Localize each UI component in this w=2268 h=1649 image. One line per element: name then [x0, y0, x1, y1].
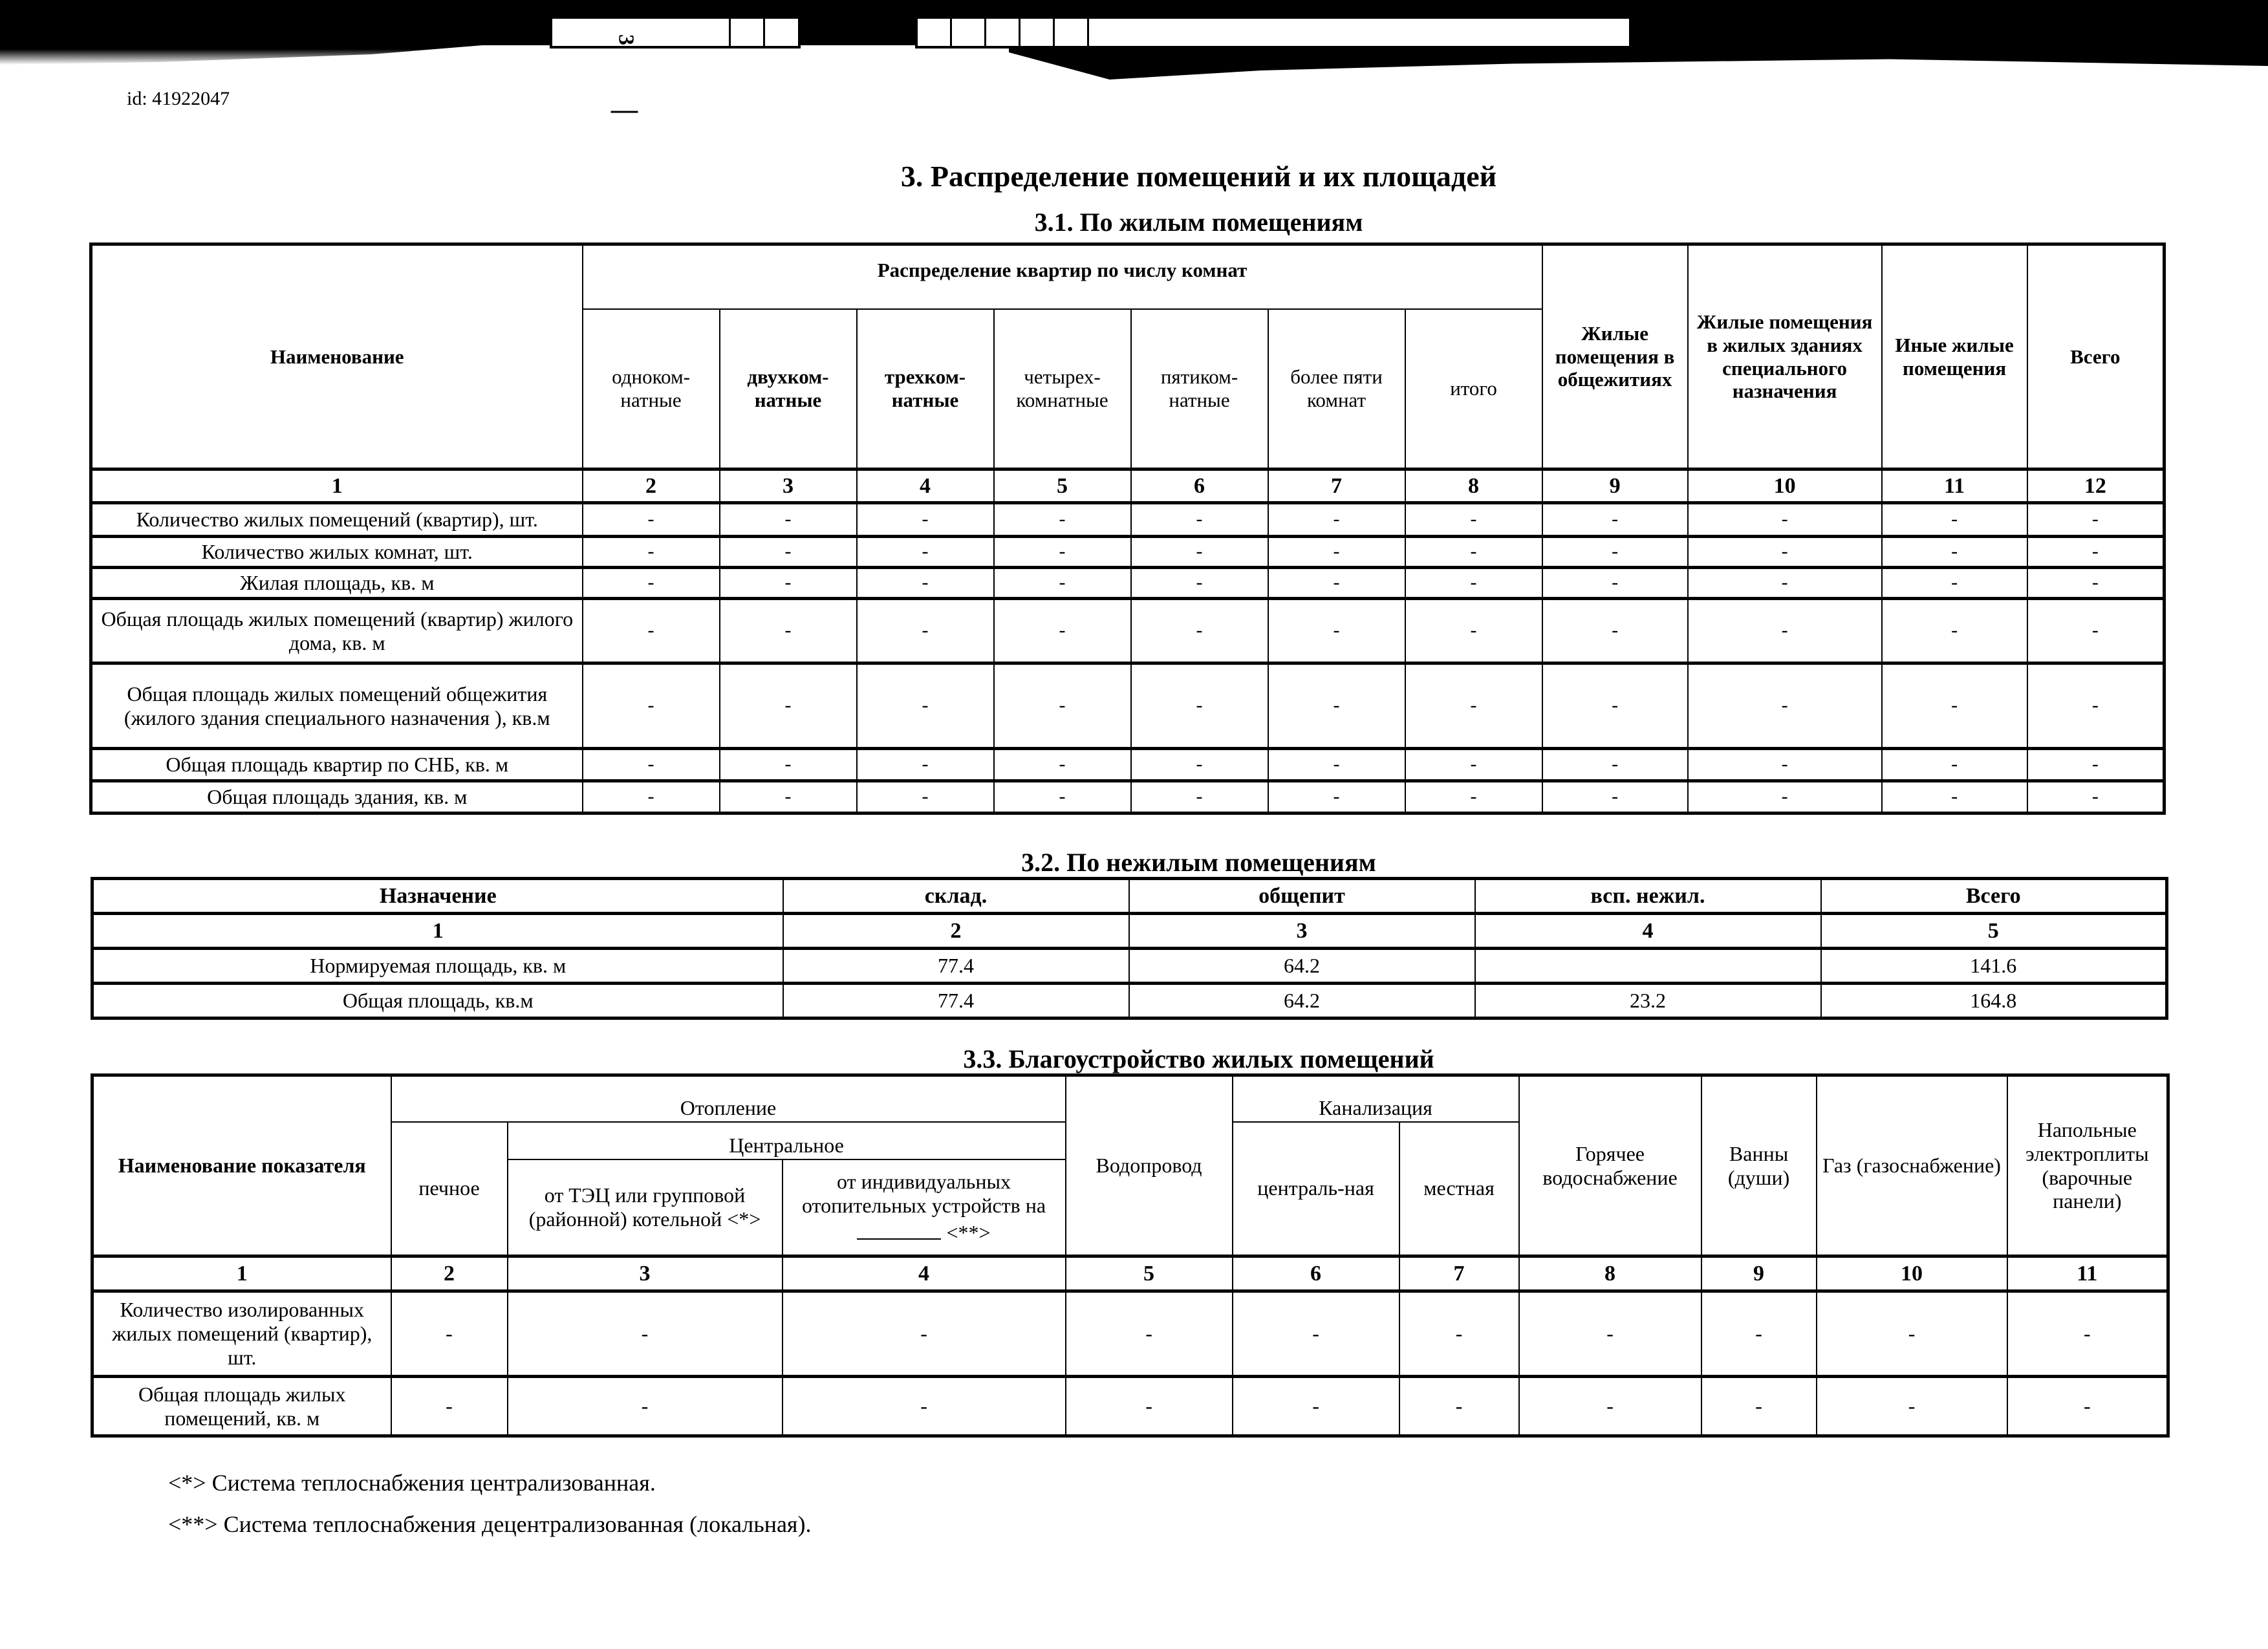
col-header-one-room: одноком-натные — [583, 309, 720, 469]
table-row — [91, 537, 2165, 568]
cell-value: - — [720, 749, 857, 781]
cell-value: 23.2 — [1475, 984, 1821, 1018]
cell-value: - — [857, 537, 994, 568]
cell-value: - — [994, 781, 1131, 814]
cell-value: - — [1688, 749, 1882, 781]
cell-value: - — [994, 599, 1131, 663]
cell-value: - — [583, 599, 720, 663]
column-number: 1 — [92, 914, 783, 949]
section-title: 3. Распределение помещений и их площадей — [900, 160, 1497, 193]
cell-value: - — [1817, 1291, 2007, 1377]
cell-value: - — [1882, 503, 2027, 537]
cell-value: - — [2027, 568, 2165, 599]
column-number: 2 — [783, 914, 1129, 949]
col-header-stove-heating: печное — [391, 1122, 508, 1256]
row-label: Общая площадь жилых помещений общежития (жилого здания специального назначения ), кв.м — [91, 663, 583, 749]
cell-value: - — [1405, 781, 1542, 814]
column-number: 2 — [391, 1256, 508, 1291]
cell-value: - — [1542, 537, 1688, 568]
row-label: Общая площадь жилых помещений (квартир) жилого дома, кв. м — [91, 599, 583, 663]
column-number: 8 — [1405, 469, 1542, 503]
column-number: 4 — [783, 1256, 1066, 1291]
cell-value: - — [1701, 1291, 1817, 1377]
cell-value: - — [720, 537, 857, 568]
cell-value: - — [1519, 1291, 1701, 1377]
nonresidential-title: 3.2. По нежилым помещениям — [1021, 848, 1376, 877]
table-row — [92, 949, 2167, 984]
col-header-indicator-name: Наименование показателя — [92, 1075, 391, 1256]
col-header-sewer-local: местная — [1399, 1122, 1519, 1256]
cell-value: - — [1701, 1377, 1817, 1436]
col-header-from-individual — [783, 1159, 1066, 1256]
cell-value: - — [720, 663, 857, 749]
cell-value: - — [1817, 1377, 2007, 1436]
cell-value: - — [1131, 663, 1268, 749]
cell-value: - — [857, 599, 994, 663]
table-row — [91, 663, 2165, 749]
amenities-title: 3.3. Благоустройство жилых помещений — [963, 1044, 1434, 1073]
column-number: 12 — [2027, 469, 2165, 503]
cell-value: - — [1405, 599, 1542, 663]
cell-value: - — [994, 537, 1131, 568]
amenities-table — [91, 1073, 2170, 1438]
cell-value: - — [1131, 503, 1268, 537]
cell-value: - — [1233, 1291, 1399, 1377]
column-number: 3 — [1129, 914, 1475, 949]
col-header-name: Наименование — [91, 244, 583, 469]
column-number-row — [92, 1256, 2168, 1291]
cell-value: - — [1542, 663, 1688, 749]
table-row — [91, 781, 2165, 814]
cell-value: - — [1882, 537, 2027, 568]
cell-value: - — [2027, 749, 2165, 781]
cell-value: - — [1405, 503, 1542, 537]
cell-value: - — [1542, 599, 1688, 663]
cell-value: - — [1688, 663, 1882, 749]
cell-value: - — [783, 1291, 1066, 1377]
col-header-hot-water: Горячее водоснабжение — [1519, 1075, 1701, 1256]
table-row — [91, 503, 2165, 537]
code-box — [915, 16, 1632, 48]
cell-value: - — [994, 568, 1131, 599]
cell-value: - — [1399, 1377, 1519, 1436]
cell-value: - — [1542, 749, 1688, 781]
col-header-total: итого — [1405, 309, 1542, 469]
page-number-box — [550, 16, 801, 48]
cell-value: - — [1542, 781, 1688, 814]
col-header-warehouse: склад. — [783, 879, 1129, 914]
column-number-row — [91, 469, 2165, 503]
cell-value: 141.6 — [1821, 949, 2167, 984]
cell-value: - — [994, 749, 1131, 781]
cell-value: - — [2027, 781, 2165, 814]
column-number: 6 — [1131, 469, 1268, 503]
cell-value: - — [1268, 503, 1405, 537]
cell-value: - — [1268, 599, 1405, 663]
footnote-ref: <**> — [946, 1220, 991, 1244]
cell-value: - — [1131, 568, 1268, 599]
cell-value: - — [857, 503, 994, 537]
row-label: Общая площадь квартир по СНБ, кв. м — [91, 749, 583, 781]
column-number: 7 — [1399, 1256, 1519, 1291]
cell-value: - — [583, 749, 720, 781]
cell-value: - — [508, 1291, 783, 1377]
col-header-baths: Ванны (души) — [1701, 1075, 1817, 1256]
cell-value: - — [720, 599, 857, 663]
cell-value: - — [1399, 1291, 1519, 1377]
column-number: 10 — [1688, 469, 1882, 503]
cell-value: - — [1268, 663, 1405, 749]
row-label: Общая площадь жилых помещений, кв. м — [92, 1377, 391, 1436]
col-header-electric-stoves: Напольные электроплиты (варочные панели) — [2007, 1075, 2168, 1256]
cell-value: - — [1131, 537, 1268, 568]
cell-value: - — [857, 781, 994, 814]
cell-value: - — [1519, 1377, 1701, 1436]
cell-value: - — [1066, 1377, 1233, 1436]
document-id: id: 41922047 — [127, 88, 230, 109]
row-label: Количество жилых помещений (квартир), шт. — [91, 503, 583, 537]
page-number-digit: 3 — [611, 0, 638, 113]
row-label: Общая площадь, кв.м — [92, 984, 783, 1018]
col-header-purpose: Назначение — [92, 879, 783, 914]
from-individual-label: от индивидуальных отопительных устройств на — [801, 1170, 1046, 1217]
col-header-total: Всего — [1821, 879, 2167, 914]
col-header-heating: Отопление — [391, 1075, 1066, 1122]
row-label: Количество жилых комнат, шт. — [91, 537, 583, 568]
col-header-from-chp: от ТЭЦ или групповой (районной) котельной <*> — [508, 1159, 783, 1256]
cell-value: - — [1131, 781, 1268, 814]
col-header-water-supply: Водопровод — [1066, 1075, 1233, 1256]
column-number: 3 — [508, 1256, 783, 1291]
table-row — [92, 1291, 2168, 1377]
cell-value: - — [1882, 749, 2027, 781]
table-row — [91, 568, 2165, 599]
cell-value: - — [1688, 781, 1882, 814]
col-header-catering: общепит — [1129, 879, 1475, 914]
cell-value: - — [1688, 568, 1882, 599]
cell-value: - — [1131, 749, 1268, 781]
cell-value: - — [720, 568, 857, 599]
cell-value: - — [1688, 503, 1882, 537]
cell-value: - — [1268, 781, 1405, 814]
cell-value: - — [1066, 1291, 1233, 1377]
column-number: 5 — [1066, 1256, 1233, 1291]
cell-value — [1475, 949, 1821, 984]
cell-value: - — [857, 568, 994, 599]
cell-value: - — [391, 1291, 508, 1377]
cell-value: - — [2027, 503, 2165, 537]
column-number: 5 — [994, 469, 1131, 503]
table-row — [91, 599, 2165, 663]
col-header-gas: Газ (газоснабжение) — [1817, 1075, 2007, 1256]
cell-value: - — [1268, 568, 1405, 599]
residential-title: 3.1. По жилым помещениям — [1034, 208, 1363, 237]
cell-value: - — [1882, 568, 2027, 599]
column-number: 11 — [1882, 469, 2027, 503]
column-number: 1 — [92, 1256, 391, 1291]
cell-value: - — [583, 537, 720, 568]
col-header-grand-total: Всего — [2027, 244, 2165, 469]
cell-value: - — [1268, 537, 1405, 568]
column-number: 4 — [857, 469, 994, 503]
cell-value: - — [720, 503, 857, 537]
footnote-decentralized: <**> Система теплоснабжения децентрализованная (локальная). — [168, 1511, 812, 1537]
cell-value: - — [1882, 599, 2027, 663]
col-header-sewer-central: централь-ная — [1233, 1122, 1399, 1256]
cell-value: - — [1131, 599, 1268, 663]
cell-value: - — [1542, 568, 1688, 599]
col-header-three-room: трехком-натные — [857, 309, 994, 469]
cell-value: - — [508, 1377, 783, 1436]
cell-value: - — [2007, 1377, 2168, 1436]
cell-value: - — [583, 568, 720, 599]
cell-value: - — [1405, 537, 1542, 568]
nonresidential-table — [91, 877, 2168, 1020]
table-row — [92, 1377, 2168, 1436]
column-number: 3 — [720, 469, 857, 503]
column-number: 5 — [1821, 914, 2167, 949]
col-header-sewerage: Канализация — [1233, 1075, 1519, 1122]
table-row — [92, 984, 2167, 1018]
footnote-centralized: <*> Система теплоснабжения централизованная. — [168, 1470, 656, 1496]
cell-value: - — [1405, 568, 1542, 599]
column-number: 9 — [1701, 1256, 1817, 1291]
column-number: 1 — [91, 469, 583, 503]
row-label: Количество изолированных жилых помещений (квартир), шт. — [92, 1291, 391, 1377]
table-row — [91, 749, 2165, 781]
cell-value: 164.8 — [1821, 984, 2167, 1018]
column-number: 11 — [2007, 1256, 2168, 1291]
col-header-five-room: пятиком-натные — [1131, 309, 1268, 469]
column-number: 10 — [1817, 1256, 2007, 1291]
col-header-more-than-five: более пяти комнат — [1268, 309, 1405, 469]
cell-value: - — [1405, 749, 1542, 781]
row-label: Нормируемая площадь, кв. м — [92, 949, 783, 984]
cell-value: 64.2 — [1129, 949, 1475, 984]
blank-fill-line — [857, 1218, 941, 1240]
scan-shadow-left — [0, 39, 530, 65]
col-header-special-purpose: Жилые помещения в жилых зданиях специального назначения — [1688, 244, 1882, 469]
cell-value: 77.4 — [783, 984, 1129, 1018]
cell-value: - — [1542, 503, 1688, 537]
col-header-dormitory: Жилые помещения в общежитиях — [1542, 244, 1688, 469]
cell-value: - — [583, 503, 720, 537]
cell-value: 77.4 — [783, 949, 1129, 984]
cell-value: - — [994, 503, 1131, 537]
cell-value: 64.2 — [1129, 984, 1475, 1018]
residential-table — [89, 242, 2166, 815]
column-number: 6 — [1233, 1256, 1399, 1291]
cell-value: - — [1688, 537, 1882, 568]
column-number: 7 — [1268, 469, 1405, 503]
row-label: Общая площадь здания, кв. м — [91, 781, 583, 814]
cell-value: - — [1405, 663, 1542, 749]
col-header-room-distribution: Распределение квартир по числу комнат — [583, 244, 1542, 309]
cell-value: - — [857, 663, 994, 749]
col-header-other: Иные жилые помещения — [1882, 244, 2027, 469]
cell-value: - — [2007, 1291, 2168, 1377]
column-number: 4 — [1475, 914, 1821, 949]
cell-value: - — [583, 663, 720, 749]
col-header-auxiliary: всп. нежил. — [1475, 879, 1821, 914]
column-number-row — [92, 914, 2167, 949]
cell-value: - — [583, 781, 720, 814]
cell-value: - — [1233, 1377, 1399, 1436]
col-header-two-room: двухком-натные — [720, 309, 857, 469]
cell-value: - — [994, 663, 1131, 749]
cell-value: - — [391, 1377, 508, 1436]
cell-value: - — [2027, 599, 2165, 663]
column-number: 9 — [1542, 469, 1688, 503]
column-number: 8 — [1519, 1256, 1701, 1291]
col-header-four-room: четырех-комнатные — [994, 309, 1131, 469]
cell-value: - — [2027, 663, 2165, 749]
cell-value: - — [857, 749, 994, 781]
cell-value: - — [2027, 537, 2165, 568]
col-header-central-heating: Центральное — [508, 1122, 1066, 1159]
cell-value: - — [1882, 663, 2027, 749]
cell-value: - — [1688, 599, 1882, 663]
cell-value: - — [1268, 749, 1405, 781]
cell-value: - — [1882, 781, 2027, 814]
column-number: 2 — [583, 469, 720, 503]
cell-value: - — [783, 1377, 1066, 1436]
row-label: Жилая площадь, кв. м — [91, 568, 583, 599]
cell-value: - — [720, 781, 857, 814]
